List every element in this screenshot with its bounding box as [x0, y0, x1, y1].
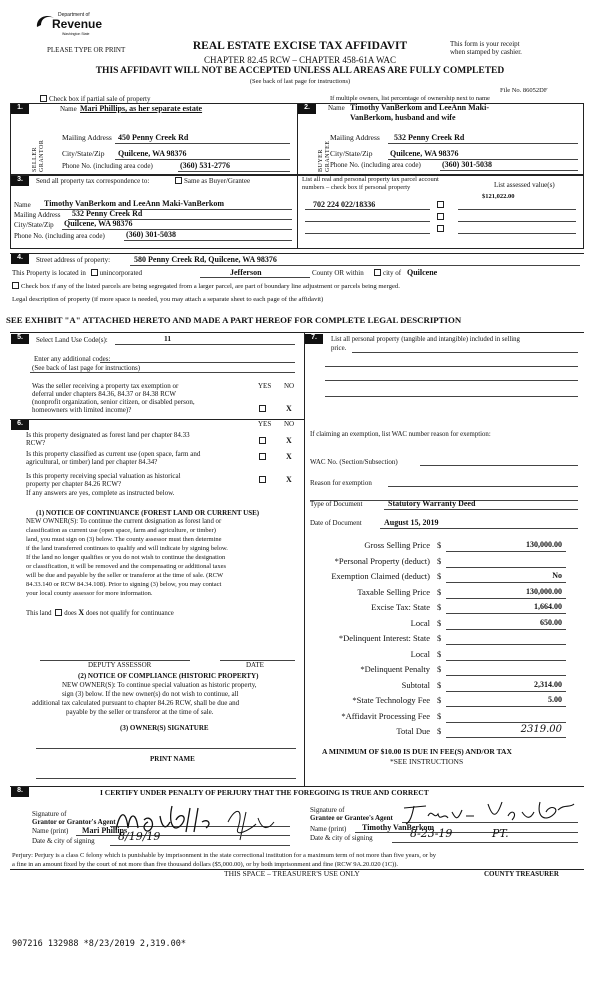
- personal-property-l1: List all personal property (tangible and intangible) included in selling: [331, 336, 520, 343]
- notice2-l1: NEW OWNER(S): To continue special valuation as historic property,: [62, 681, 257, 689]
- grantor-name-label: Name (print): [32, 827, 69, 835]
- corr-mailing-label: Mailing Address: [14, 211, 61, 219]
- calc-dollar-subtotal: $: [437, 680, 442, 690]
- property-street[interactable]: 580 Penny Creek Rd, Quilcene, WA 98376: [134, 255, 277, 264]
- s5-q1-l2: deferral under chapters 84.36, 84.37 or 84.38 RCW: [32, 390, 177, 398]
- segregated-label: Check box if any of the listed parcels are being segregated from a larger parcel, are part of boundary line adjustment or parcels being merged.: [21, 283, 400, 290]
- corr-phone-label: Phone No. (including area code): [14, 232, 105, 240]
- s6-q2-l1: Is this property classified as current use (open space, farm and: [26, 450, 201, 458]
- corr-name[interactable]: Timothy VanBerkom and LeeAnn Maki-VanBerkom: [44, 199, 225, 208]
- s5-q1-no-answer[interactable]: X: [286, 404, 292, 413]
- buyer-city[interactable]: Quilcene, WA 98376: [390, 149, 459, 158]
- notice1-l4: if the land transferred continues to qualify and will indicate by signing below.: [26, 545, 228, 552]
- calc-dollar-total: $: [437, 726, 442, 736]
- calc-label-excise-state: Excise Tax: State: [371, 602, 430, 612]
- notice2-l3: additional tax calculated pursuant to chapter 84.26 RCW, shall be due and: [32, 699, 240, 707]
- corr-city[interactable]: Quilcene, WA 98376: [64, 219, 133, 228]
- s6-q2-l2: agricultural, or timber) land per chapter 84.34?: [26, 458, 158, 466]
- calc-label-delinq-local: Local: [410, 649, 430, 659]
- exemption-label: If claiming an exemption, list WAC number reason for exemption:: [310, 431, 491, 438]
- notice1-l1: NEW OWNER(S): To continue the current designation as forest land or: [26, 518, 222, 525]
- grantee-name-label: Name (print): [310, 825, 347, 833]
- notice1-l6: or classification, it will be removed and the compensating or additional taxes: [26, 563, 226, 570]
- s5-q1-yes-checkbox[interactable]: [259, 405, 268, 413]
- land-does-not-answer[interactable]: X: [78, 608, 85, 617]
- continuance-row: [26, 608, 174, 618]
- dor-agency-name: Revenue: [52, 17, 103, 31]
- see-instructions-note: *SEE INSTRUCTIONS: [390, 757, 464, 766]
- calc-dollar-affidavit: $: [437, 711, 442, 721]
- legal-description-label: Legal description of property (if more space is needed, you may attach a separate sheet to each page of the affidavit): [12, 296, 324, 303]
- notice2-l4: payable by the seller or transferor at the time of sale.: [66, 708, 214, 716]
- seller-phone[interactable]: (360) 531-2776: [180, 161, 230, 170]
- city-of-label: city of: [383, 269, 402, 277]
- partial-sale-option[interactable]: [40, 95, 150, 103]
- notice1-l7: will be due and payable by the seller or transferor at the time of sale. (RCW: [26, 572, 224, 579]
- same-as-buyer-label: Same as Buyer/Grantee: [184, 177, 251, 185]
- calc-dollar-personal: $: [437, 556, 442, 566]
- calc-label-total: Total Due: [396, 726, 430, 736]
- calc-dollar-excise-state: $: [437, 602, 442, 612]
- notice2-l2: sign (3) below. If the new owner(s) do not wish to continue, all: [62, 690, 239, 698]
- buyer-name-label: Name: [328, 104, 345, 112]
- s6-q1-l2: RCW?: [26, 439, 46, 447]
- land-use-code[interactable]: 11: [164, 334, 172, 343]
- doc-date-label: Date of Document: [310, 519, 362, 527]
- assessed-value-1[interactable]: $121,022.00: [482, 193, 515, 200]
- segregated-option[interactable]: [12, 282, 400, 291]
- treasurer-use-label: THIS SPACE – TREASURER'S USE ONLY: [224, 869, 360, 878]
- s6-q3-l2: property per chapter 84.26 RCW?: [26, 480, 122, 488]
- seller-mailing[interactable]: 450 Penny Creek Rd: [118, 133, 189, 142]
- section-3-number: 3.: [11, 176, 29, 186]
- dor-agency-line2: Washington State: [62, 32, 90, 36]
- calc-value-subtotal[interactable]: 2,314.00: [534, 680, 562, 689]
- section-6-number: 6.: [11, 420, 29, 430]
- grantee-date[interactable]: 8-23-19: [410, 827, 453, 840]
- parcels-label-2: numbers – check box if personal property: [302, 184, 411, 191]
- dor-agency-line1: Department of: [58, 12, 90, 18]
- calc-label-affidavit: *Affidavit Processing Fee: [341, 711, 430, 721]
- perjury-l1: Perjury: Perjury is a class C felony which is punishable by imprisonment in the state correctional institution for a maximum term of not more than five years, or by: [12, 852, 437, 859]
- calc-label-tech: *State Technology Fee: [352, 695, 430, 705]
- seller-name-label: Name: [60, 105, 77, 113]
- buyer-mailing-label: Mailing Address: [330, 133, 380, 142]
- s6-q3-l1: Is this property receiving special valuation as historical: [26, 472, 181, 480]
- doc-type-label: Type of Document: [310, 500, 363, 508]
- section-4-number: 4.: [11, 254, 29, 264]
- calc-value-tech[interactable]: 5.00: [548, 695, 562, 704]
- street-label: Street address of property:: [36, 256, 111, 264]
- correspondence-label: Send all property tax correspondence to:: [36, 177, 150, 185]
- calc-value-gross[interactable]: 130,000.00: [526, 540, 562, 549]
- owner-signature-label: (3) OWNER(S) SIGNATURE: [120, 724, 209, 732]
- please-type-note: PLEASE TYPE OR PRINT: [47, 46, 126, 54]
- calc-dollar-taxable: $: [437, 587, 442, 597]
- section-8-number: 8.: [11, 787, 29, 797]
- s6-yes-header: YES: [258, 420, 272, 428]
- print-name-label: PRINT NAME: [150, 755, 195, 763]
- s5-yes-header: YES: [258, 382, 272, 390]
- notice1-l3: land, you must sign on (3) below. The county assessor must then determine: [26, 536, 222, 543]
- partial-sale-label: Check box if partial sale of property: [49, 95, 151, 103]
- unincorporated-checkbox[interactable]: [91, 269, 98, 276]
- parcel-checkbox-2[interactable]: [437, 213, 446, 221]
- seller-city-label: City/State/Zip: [62, 149, 105, 158]
- wac-label: WAC No. (Section/Subsection): [310, 458, 398, 466]
- land-pre-label: This land: [26, 610, 52, 617]
- county-treasurer-label: COUNTY TREASURER: [484, 870, 559, 878]
- land-does-label: does: [64, 610, 77, 617]
- dor-logo: [34, 12, 103, 42]
- see-back-note: (See back of last page for instructions): [32, 364, 141, 372]
- buyer-side-label: BUYER GRANTEE: [318, 140, 331, 172]
- calc-value-excise-local[interactable]: 650.00: [540, 618, 562, 627]
- land-post-label: does not qualify for continuance: [85, 610, 174, 617]
- form-warning: THIS AFFIDAVIT WILL NOT BE ACCEPTED UNLESS ALL AREAS ARE FULLY COMPLETED: [95, 66, 505, 76]
- calc-value-taxable[interactable]: 130,000.00: [526, 587, 562, 596]
- city-within-checkbox[interactable]: [374, 269, 381, 276]
- calc-label-taxable: Taxable Selling Price: [357, 587, 430, 597]
- buyer-name-line2[interactable]: VanBerkom, husband and wife: [350, 113, 456, 122]
- s6-q1-yes-checkbox[interactable]: [259, 437, 268, 445]
- notice2-title: (2) NOTICE OF COMPLIANCE (HISTORIC PROPERTY): [78, 672, 259, 680]
- seller-phone-label: Phone No. (including area code): [62, 162, 153, 170]
- receipt-note-2: when stamped by cashier.: [450, 48, 522, 56]
- calc-dollar-delinq-local: $: [437, 649, 442, 659]
- receipt-stamp: 907216 132988 *8/23/2019 2,319.00*: [12, 939, 186, 949]
- deputy-assessor-label: DEPUTY ASSESSOR: [88, 661, 152, 669]
- grantor-date[interactable]: 8/19/19: [118, 830, 161, 843]
- parcel-number-1[interactable]: 702 224 022/18336: [313, 200, 376, 209]
- seller-city[interactable]: Quilcene, WA 98376: [118, 149, 187, 158]
- city-within-option[interactable]: [374, 269, 401, 277]
- section-7-number: 7.: [305, 334, 323, 344]
- section-1-number: 1.: [11, 104, 29, 114]
- personal-property-l2: price.: [331, 345, 347, 352]
- corr-phone[interactable]: (360) 301-5038: [126, 230, 176, 239]
- buyer-phone[interactable]: (360) 301-5038: [442, 160, 492, 169]
- calc-label-gross: Gross Selling Price: [364, 540, 430, 550]
- s6-q3-yes-checkbox[interactable]: [259, 476, 268, 484]
- calc-label-exemption: Exemption Claimed (deduct): [331, 571, 430, 581]
- calc-label-delinq-int: *Delinquent Interest: State: [338, 633, 430, 643]
- additional-codes-label: Enter any additional codes:: [34, 355, 111, 363]
- calc-dollar-tech: $: [437, 695, 442, 705]
- legal-exhibit-text: SEE EXHIBIT "A" ATTACHED HERETO AND MADE A PART HEREOF FOR COMPLETE LEGAL DESCRIPTION: [6, 315, 462, 325]
- s6-q1-no-answer[interactable]: X: [286, 436, 292, 445]
- s5-q1-l4: homeowners with limited income)?: [32, 406, 132, 414]
- s5-q1-l3: (nonprofit organization, senior citizen, or disabled person,: [32, 398, 195, 406]
- seller-name[interactable]: Mari Phillips, as her separate estate: [80, 104, 203, 113]
- seller-mailing-label: Mailing Address: [62, 133, 112, 142]
- seller-side-label: SELLER GRANTOR: [32, 139, 45, 172]
- calc-dollar-excise-local: $: [437, 618, 442, 628]
- calc-label-personal: *Personal Property (deduct): [334, 556, 430, 566]
- minimum-fee-note: A MINIMUM OF $10.00 IS DUE IN FEE(S) AND/OR TAX: [322, 747, 512, 756]
- notice1-title: (1) NOTICE OF CONTINUANCE (FOREST LAND OR CURRENT USE): [36, 509, 260, 517]
- s5-no-header: NO: [284, 382, 295, 390]
- receipt-note-1: This form is your receipt: [450, 40, 520, 48]
- grantee-city[interactable]: PT.: [492, 827, 509, 840]
- calc-dollar-gross: $: [437, 540, 442, 550]
- county-or-label: County OR within: [312, 269, 364, 277]
- same-as-buyer-option[interactable]: [175, 177, 250, 185]
- segregated-checkbox[interactable]: [12, 282, 19, 289]
- reason-exemption-label: Reason for exemption: [310, 479, 372, 487]
- corr-mailing[interactable]: 532 Penny Creek Rd: [72, 209, 143, 218]
- corr-city-label: City/State/Zip: [14, 221, 54, 229]
- grantor-sig-l2: Grantor or Grantor's Agent: [32, 818, 116, 826]
- buyer-phone-label: Phone No. (including area code): [330, 161, 421, 169]
- calc-dollar-delinq-int: $: [437, 633, 442, 643]
- calc-label-excise-local: Local: [410, 618, 430, 628]
- corr-name-label: Name: [14, 201, 31, 209]
- calc-label-delinq-pen: *Delinquent Penalty: [360, 664, 430, 674]
- back-note: (See back of last page for instructions): [249, 78, 351, 85]
- grantee-sig-l2: Grantee or Grantee's Agent: [310, 814, 393, 822]
- unincorporated-label: unincorporated: [99, 269, 143, 277]
- located-in-label: This Property is located in: [12, 269, 86, 277]
- s6-q2-yes-checkbox[interactable]: [259, 453, 268, 461]
- land-use-label: Select Land Use Code(s):: [36, 336, 108, 344]
- calc-value-total[interactable]: 2319.00: [520, 724, 562, 735]
- perjury-l2: a fine in an amount fixed by the court of not more than five thousand dollars ($5,000.00), or by both imprisonment and fine (RCW 9A.20.020 (1C)).: [12, 861, 399, 868]
- parcel-checkbox-1[interactable]: [437, 201, 446, 209]
- grantee-date-label: Date & city of signing: [310, 834, 373, 842]
- buyer-city-label: City/State/Zip: [330, 149, 373, 158]
- grantee-name[interactable]: Timothy VanBerkom: [362, 823, 435, 832]
- s5-q1-l1: Was the seller receiving a property tax exemption or: [32, 382, 179, 390]
- s6-q1-l1: Is this property designated as forest land per chapter 84.33: [26, 431, 190, 439]
- doc-date-value[interactable]: August 15, 2019: [384, 518, 439, 527]
- form-title: REAL ESTATE EXCISE TAX AFFIDAVIT: [192, 40, 408, 52]
- doc-type-value[interactable]: Statutory Warranty Deed: [388, 499, 476, 508]
- city-value[interactable]: Quilcene: [407, 268, 438, 277]
- section-5-number: 5.: [11, 334, 29, 344]
- located-in-row: [12, 269, 142, 277]
- partial-sale-checkbox[interactable]: [40, 95, 47, 102]
- s6-if-yes-note: If any answers are yes, complete as instructed below.: [26, 489, 175, 497]
- deputy-date-label: DATE: [246, 661, 264, 669]
- grantor-date-label: Date & city of signing: [32, 837, 95, 845]
- calc-dollar-delinq-pen: $: [437, 664, 442, 674]
- notice1-l9: your local county assessor for more information.: [26, 590, 153, 597]
- same-as-buyer-checkbox[interactable]: [175, 177, 182, 184]
- notice1-l8: 84.33.140 or RCW 84.34.108). Prior to signing (3) below, you may contact: [26, 581, 222, 588]
- assessed-label: List assessed value(s): [494, 181, 555, 189]
- calc-value-excise-state[interactable]: 1,664.00: [534, 602, 562, 611]
- notice1-l5: If the land no longer qualifies or you do not wish to continue the designation: [26, 554, 226, 561]
- section-2-number: 2.: [298, 104, 316, 114]
- county-value[interactable]: Jefferson: [230, 268, 262, 277]
- buyer-mailing[interactable]: 532 Penny Creek Rd: [394, 133, 465, 142]
- notice1-l2: classification as current use (open space, farm and agriculture, or timber): [26, 527, 216, 534]
- certify-statement: I CERTIFY UNDER PENALTY OF PERJURY THAT THE FOREGOING IS TRUE AND CORRECT: [100, 788, 429, 797]
- file-number: File No. 86052DF: [500, 87, 548, 94]
- parcels-label-1: List all real and personal property tax parcel account: [302, 176, 439, 183]
- calc-label-subtotal: Subtotal: [401, 680, 430, 690]
- s6-no-header: NO: [284, 420, 295, 428]
- s6-q2-no-answer[interactable]: X: [286, 452, 292, 461]
- parcel-checkbox-3[interactable]: [437, 225, 446, 233]
- form-chapter: CHAPTER 82.45 RCW – CHAPTER 458-61A WAC: [204, 55, 396, 65]
- buyer-name-line1[interactable]: Timothy VanBerkom and LeeAnn Maki-: [350, 103, 489, 112]
- calc-dollar-exemption: $: [437, 571, 442, 581]
- multiple-owners-note: If multiple owners, list percentage of ownership next to name: [330, 95, 490, 102]
- land-does-checkbox[interactable]: [55, 609, 62, 616]
- grantor-name[interactable]: Mari Phillips: [82, 826, 128, 835]
- grantor-sig-l1: Signature of: [32, 810, 67, 818]
- calc-value-exemption[interactable]: No: [552, 571, 562, 580]
- grantee-sig-l1: Signature of: [310, 806, 345, 814]
- s6-q3-no-answer[interactable]: X: [286, 475, 292, 484]
